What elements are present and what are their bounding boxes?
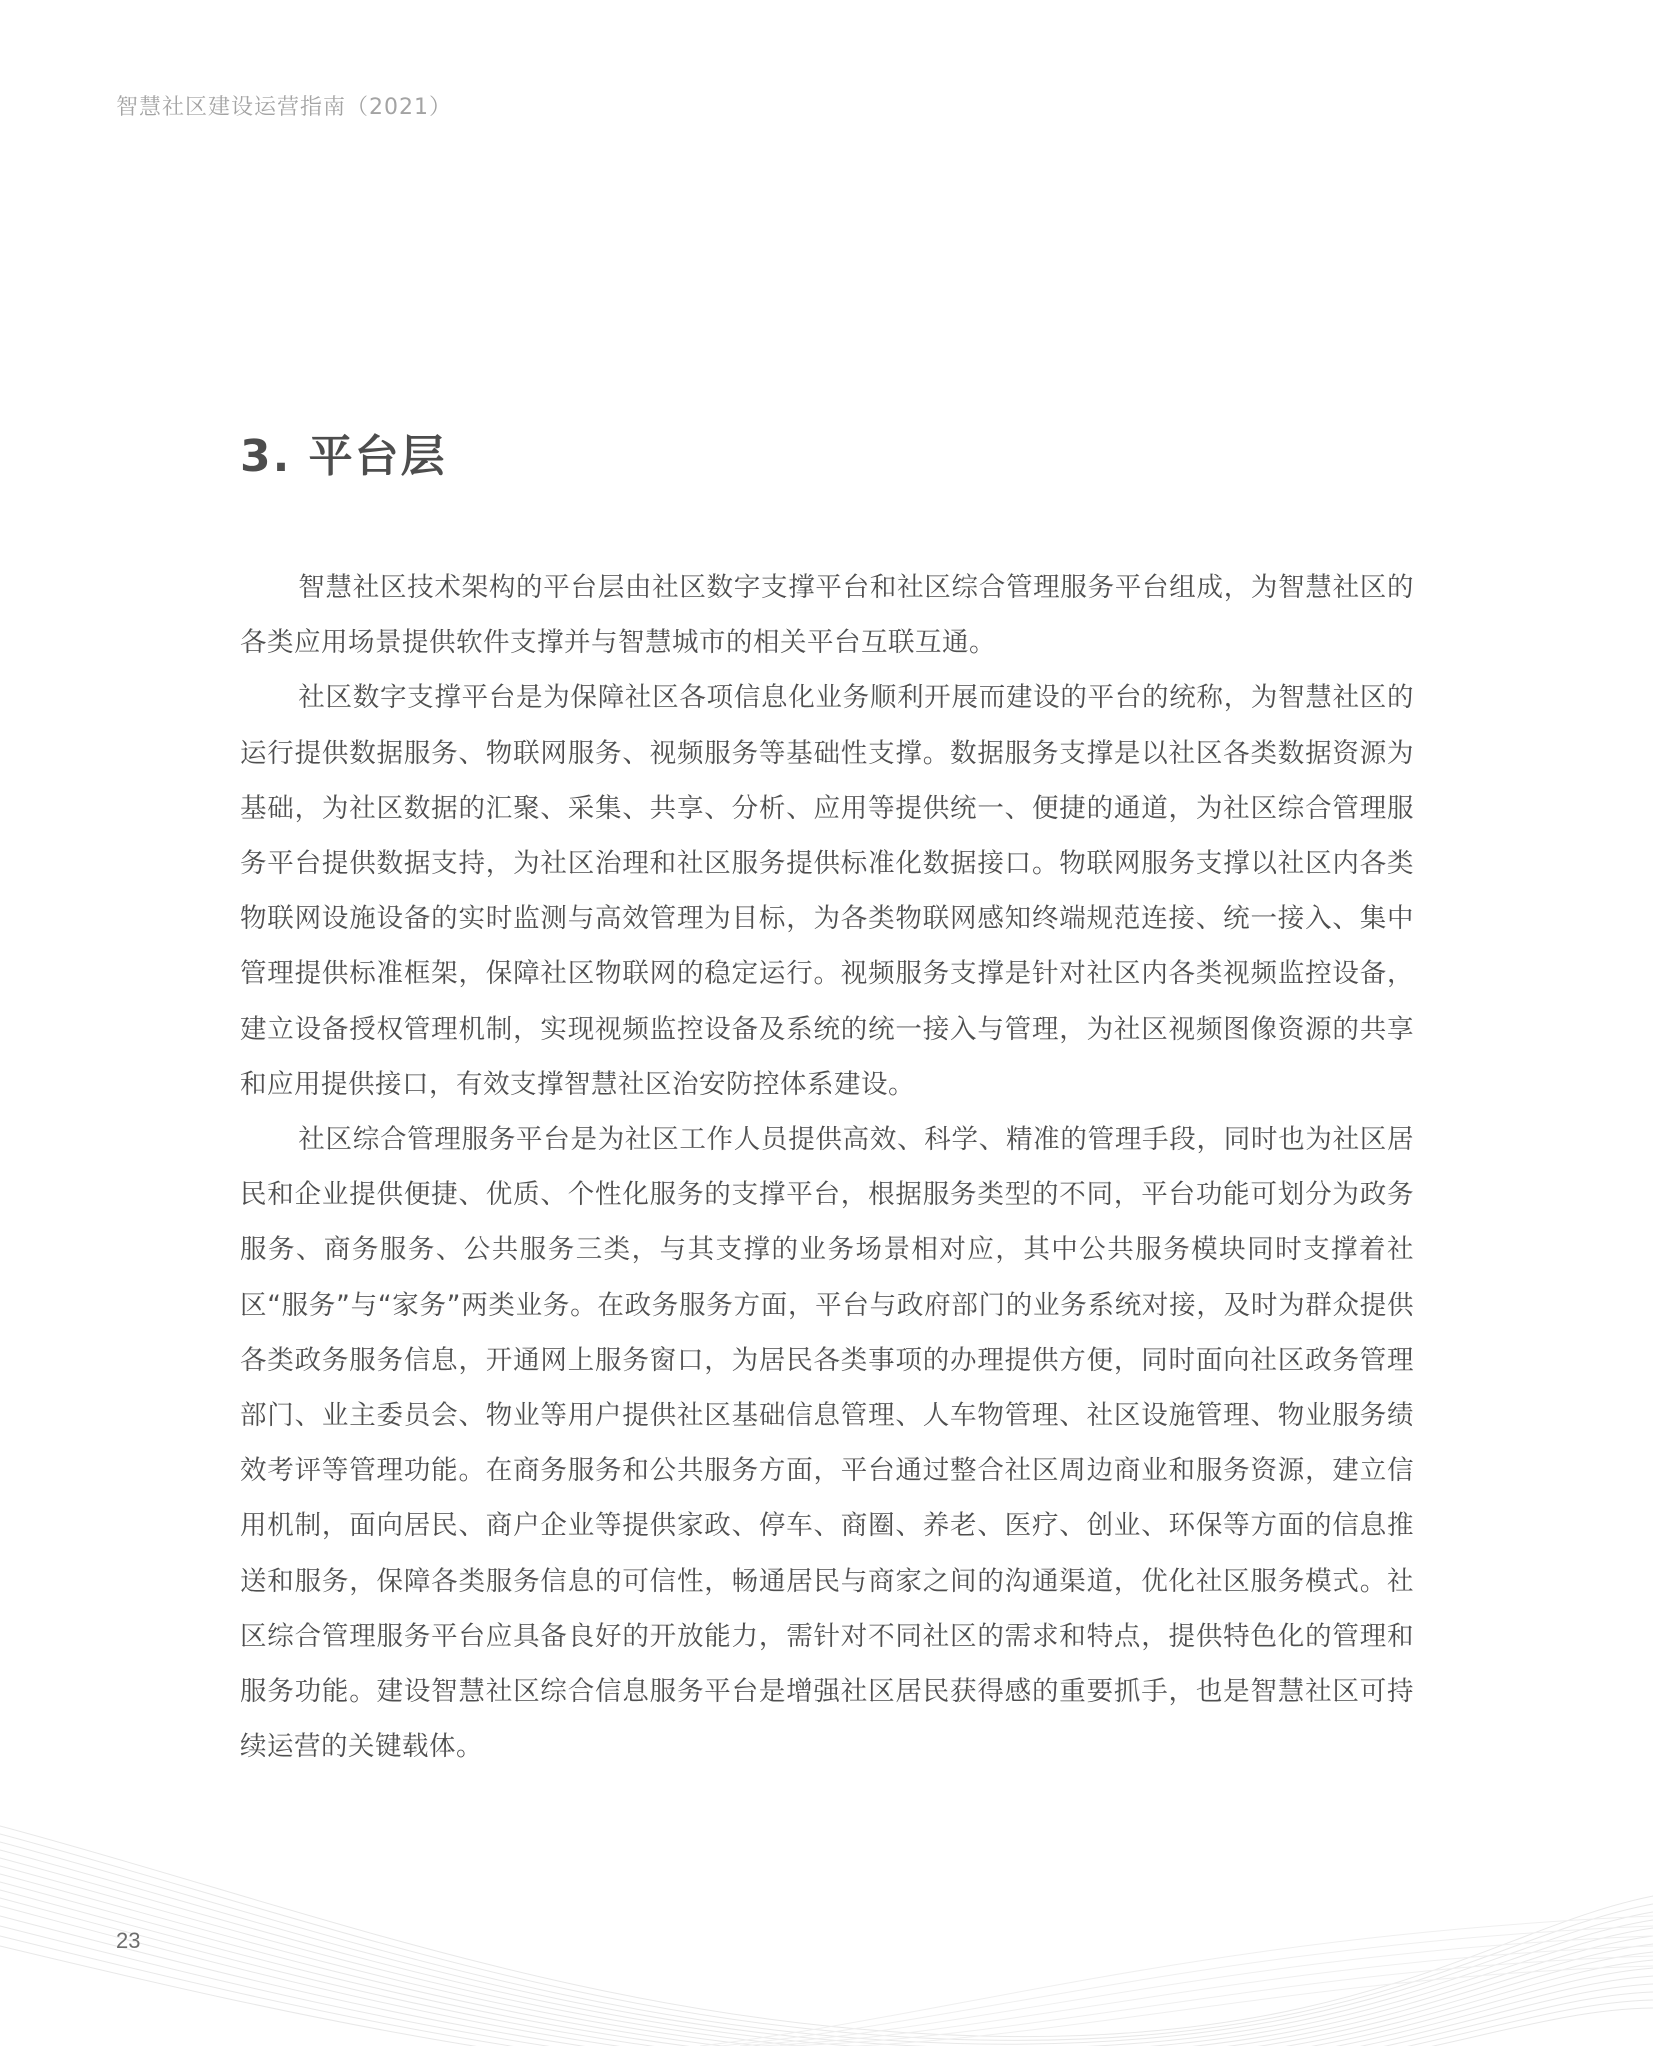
paragraph-management-service-platform: 社区综合管理服务平台是为社区工作人员提供高效、科学、精准的管理手段，同时也为社区居民和企业提供便捷、优质、个性化服务的支撑平台，根据服务类型的不同，平台功能可划分为政务服务、商务服务、公共服务三类，与其支撑的业务场景相对应，其中公共服务模块同时支撑着社区“服务”与“家务”两类业务。在政务服务方面，平台与政府部门的业务系统对接，及时为群众提供各类政务服务信息，开通网上服务窗口，为居民各类事项的办理提供方便，同时面向社区政务管理部门、业主委员会、物业等用户提供社区基础信息管理、人车物管理、社区设施管理、物业服务绩效考评等管理功能。在商务服务和公共服务方面，平台通过整合社区周边商业和服务资源，建立信用机制，面向居民、商户企业等提供家政、停车、商圈、养老、医疗、创业、环保等方面的信息推送和服务，保障各类服务信息的可信性，畅通居民与商家之间的沟通渠道，优化社区服务模式。社区综合管理服务平台应具备良好的开放能力，需针对不同社区的需求和特点，提供特色化的管理和服务功能。建设智慧社区综合信息服务平台是增强社区居民获得感的重要抓手，也是智慧社区可持续运营的关键载体。 bbox=[240, 1124, 1414, 1763]
section-title: 3. 平台层 bbox=[240, 431, 447, 482]
wave-decoration-icon bbox=[0, 1786, 1653, 2046]
running-header: 智慧社区建设运营指南（2021） bbox=[116, 95, 452, 120]
body-text bbox=[240, 560, 1414, 1774]
paragraph-platform-layer-intro: 智慧社区技术架构的平台层由社区数字支撑平台和社区综合管理服务平台组成，为智慧社区的各类应用场景提供软件支撑并与智慧城市的相关平台互联互通。 bbox=[240, 572, 1414, 659]
paragraph-digital-support-platform: 社区数字支撑平台是为保障社区各项信息化业务顺利开展而建设的平台的统称，为智慧社区的运行提供数据服务、物联网服务、视频服务等基础性支撑。数据服务支撑是以社区各类数据资源为基础，为社区数据的汇聚、采集、共享、分析、应用等提供统一、便捷的通道，为社区综合管理服务平台提供数据支持，为社区治理和社区服务提供标准化数据接口。物联网服务支撑以社区内各类物联网设施设备的实时监测与高效管理为目标，为各类物联网感知终端规范连接、统一接入、集中管理提供标准框架，保障社区物联网的稳定运行。视频服务支撑是针对社区内各类视频监控设备，建立设备授权管理机制，实现视频监控设备及系统的统一接入与管理，为社区视频图像资源的共享和应用提供接口，有效支撑智慧社区治安防控体系建设。 bbox=[240, 682, 1414, 1100]
page-number: 23 bbox=[116, 1928, 141, 1953]
